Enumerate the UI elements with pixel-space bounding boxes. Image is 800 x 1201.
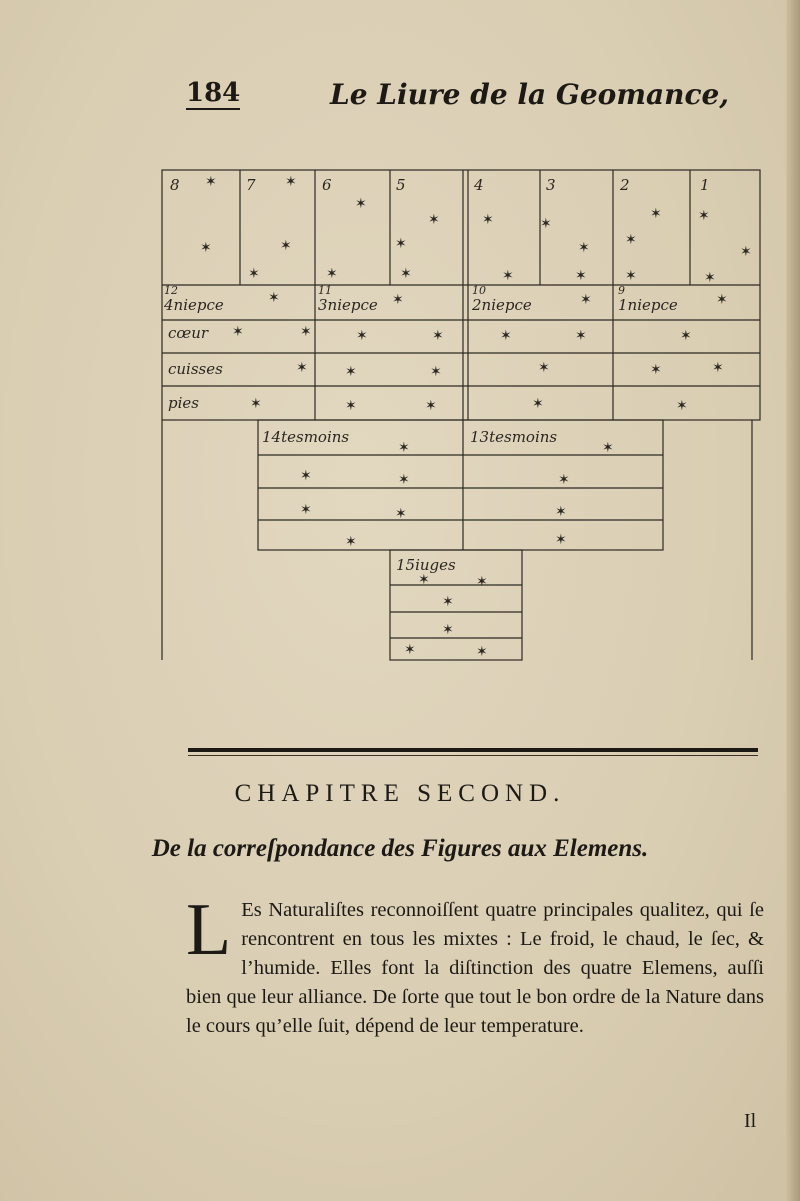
dot-mark: ✶ xyxy=(404,642,416,658)
dot-mark: ✶ xyxy=(602,440,614,456)
dot-mark: ✶ xyxy=(476,574,488,590)
dot-mark: ✶ xyxy=(355,196,367,212)
section-rule-thin xyxy=(188,755,758,756)
dot-mark: ✶ xyxy=(676,398,688,414)
dot-mark: ✶ xyxy=(268,290,280,306)
row-label: pies xyxy=(168,394,199,412)
niece-number: 12 xyxy=(164,284,178,297)
dot-mark: ✶ xyxy=(650,362,662,378)
house-number: 5 xyxy=(396,176,406,194)
dot-mark: ✶ xyxy=(296,360,308,376)
dot-mark: ✶ xyxy=(578,240,590,256)
dot-mark: ✶ xyxy=(345,534,357,550)
page-number: 184 xyxy=(186,78,241,108)
dot-mark: ✶ xyxy=(248,266,260,282)
dot-mark: ✶ xyxy=(704,270,716,286)
dot-mark: ✶ xyxy=(232,324,244,340)
house-number: 2 xyxy=(620,176,630,194)
dot-mark: ✶ xyxy=(650,206,662,222)
dot-mark: ✶ xyxy=(698,208,710,224)
dot-mark: ✶ xyxy=(392,292,404,308)
row-label: cœur xyxy=(168,324,209,342)
dot-mark: ✶ xyxy=(538,360,550,376)
dot-mark: ✶ xyxy=(345,364,357,380)
dot-mark: ✶ xyxy=(285,174,297,190)
dot-mark: ✶ xyxy=(716,292,728,308)
dot-mark: ✶ xyxy=(300,324,312,340)
dot-mark: ✶ xyxy=(398,440,410,456)
catchword: Il xyxy=(744,1110,757,1132)
dot-mark: ✶ xyxy=(200,240,212,256)
house-number: 4 xyxy=(474,176,484,194)
dot-mark: ✶ xyxy=(740,244,752,260)
witness-label: 14tesmoins xyxy=(262,428,350,446)
dot-mark: ✶ xyxy=(205,174,217,190)
niece-label: 1niepce xyxy=(618,296,678,314)
niece-number: 10 xyxy=(472,284,486,297)
dot-mark: ✶ xyxy=(502,268,514,284)
niece-number: 9 xyxy=(618,284,625,297)
house-number: 7 xyxy=(246,176,256,194)
dot-mark: ✶ xyxy=(500,328,512,344)
paragraph-text: Es Naturaliſtes reconnoiſſent quatre principales qualitez, qui ſe rencontrent en tous les mixtes : Le froid, le chaud, le ſec, & l’humide. Elles font la diſtinction des quatre Elemens, auſſi bien que leur alliance. De ſorte que tout le bon ordre de la Nature dans le cours qu’elle ſuit, dépend de leur temperature. xyxy=(186,899,764,1037)
dot-mark: ✶ xyxy=(250,396,262,412)
dot-mark: ✶ xyxy=(280,238,292,254)
dot-mark: ✶ xyxy=(680,328,692,344)
dot-mark: ✶ xyxy=(356,328,368,344)
dot-mark: ✶ xyxy=(476,644,488,660)
niece-label: 4niepce xyxy=(164,296,224,314)
dot-mark: ✶ xyxy=(428,212,440,228)
dot-mark: ✶ xyxy=(425,398,437,414)
witness-label: 13tesmoins xyxy=(470,428,558,446)
section-rule xyxy=(188,748,758,752)
dot-mark: ✶ xyxy=(300,502,312,518)
dot-mark: ✶ xyxy=(555,504,567,520)
dot-mark: ✶ xyxy=(575,328,587,344)
dot-mark: ✶ xyxy=(580,292,592,308)
dot-mark: ✶ xyxy=(712,360,724,376)
chapter-subtitle: De la correſpondance des Figures aux Elemens. xyxy=(151,835,649,862)
dot-mark: ✶ xyxy=(345,398,357,414)
dot-mark: ✶ xyxy=(400,266,412,282)
dot-mark: ✶ xyxy=(418,572,430,588)
chapter-heading: CHAPITRE SECOND. xyxy=(234,780,566,807)
dot-mark: ✶ xyxy=(326,266,338,282)
body-paragraph xyxy=(186,889,764,1041)
dot-mark: ✶ xyxy=(532,396,544,412)
dot-mark: ✶ xyxy=(430,364,442,380)
drop-cap: L xyxy=(186,889,232,971)
house-number: 8 xyxy=(170,176,180,194)
dot-mark: ✶ xyxy=(432,328,444,344)
dot-mark: ✶ xyxy=(558,472,570,488)
niece-number: 11 xyxy=(318,284,332,297)
judge-label: 15iuges xyxy=(396,556,456,574)
house-number: 6 xyxy=(322,176,332,194)
dot-mark: ✶ xyxy=(555,532,567,548)
dot-mark: ✶ xyxy=(625,232,637,248)
book-title: Le Liure de la Geomance, xyxy=(330,78,730,111)
house-number: 3 xyxy=(546,176,556,194)
dot-mark: ✶ xyxy=(575,268,587,284)
house-number: 1 xyxy=(700,176,710,194)
dot-mark: ✶ xyxy=(625,268,637,284)
dot-mark: ✶ xyxy=(482,212,494,228)
niece-label: 3niepce xyxy=(318,296,378,314)
niece-label: 2niepce xyxy=(472,296,532,314)
dot-mark: ✶ xyxy=(442,594,454,610)
dot-mark: ✶ xyxy=(442,622,454,638)
row-label: cuisses xyxy=(168,360,223,378)
dot-mark: ✶ xyxy=(395,506,407,522)
dot-mark: ✶ xyxy=(398,472,410,488)
dot-mark: ✶ xyxy=(540,216,552,232)
dot-mark: ✶ xyxy=(300,468,312,484)
dot-mark: ✶ xyxy=(395,236,407,252)
